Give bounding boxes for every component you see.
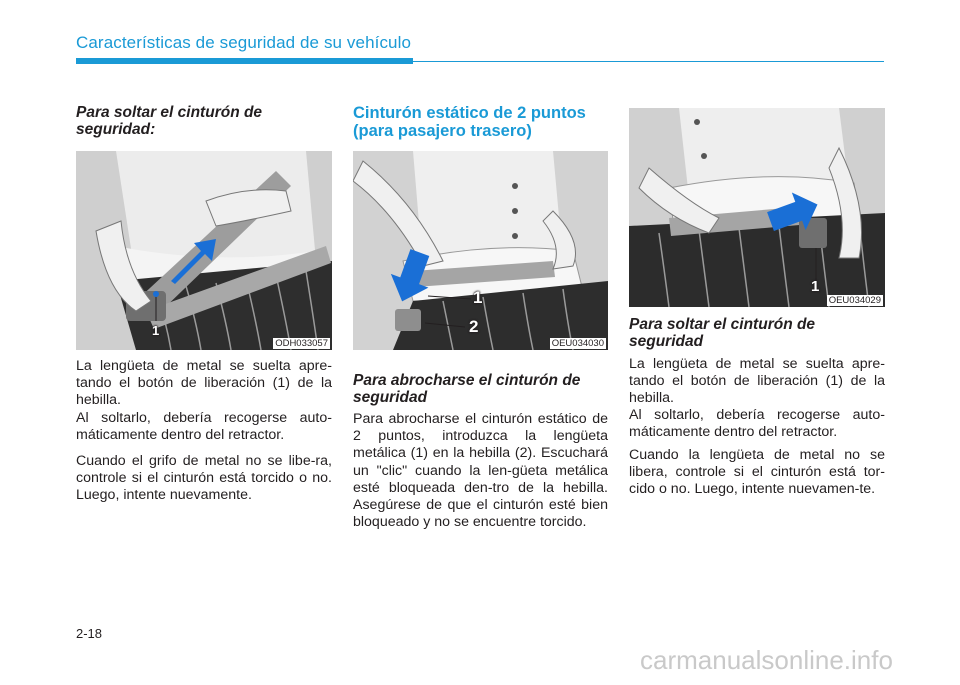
col1-paragraph-1: La lengüeta de metal se suelta apre-tando el botón de liberación (1) de la hebilla. xyxy=(76,358,332,409)
header-rule-thin xyxy=(413,61,884,62)
col1-heading: Para soltar el cinturón de seguridad: xyxy=(76,104,263,138)
figure-code: ODH033057 xyxy=(275,338,328,349)
figure-code: OEU034030 xyxy=(551,338,604,349)
col3-subheading: Para soltar el cinturón de seguridad xyxy=(629,316,816,350)
figure-code: OEU034029 xyxy=(828,295,881,306)
callout-1: 1 xyxy=(473,288,483,307)
header-rule-thick xyxy=(76,58,413,64)
col1-paragraph-2: Al soltarlo, debería recogerse auto-máticamente dentro del retractor. xyxy=(76,410,332,444)
watermark: carmanualsonline.info xyxy=(640,645,893,675)
figure-release-belt-rear xyxy=(629,108,885,307)
page-number: 2-18 xyxy=(76,626,103,641)
col3-paragraph-1: La lengüeta de metal se suelta apre-tando el botón de liberación (1) de la hebilla. xyxy=(629,356,885,407)
figure-release-belt-illustration xyxy=(76,151,332,350)
figure-fasten-belt-illustration xyxy=(353,151,608,350)
col2-subheading: Para abrocharse el cinturón de seguridad xyxy=(353,372,581,406)
col2-paragraph-1: Para abrocharse el cinturón estático de 2 puntos, introduzca la lengüeta metálica (1) en la hebilla (2). Escuchará un "clic" cuando la len-güeta metálica esté bloqueada den-tro de la hebilla. Asegúrese de que el cinturón esté bien bloqueado y no se encuentre torcido. xyxy=(353,411,608,531)
section-title: Características de seguridad de su vehículo xyxy=(76,33,412,52)
figure-release-belt xyxy=(76,151,332,350)
col2-heading: Cinturón estático de 2 puntos (para pasajero trasero) xyxy=(353,104,586,140)
callout-1: 1 xyxy=(811,278,820,295)
callout-1: 1 xyxy=(152,323,160,338)
callout-2: 2 xyxy=(469,317,479,336)
col3-paragraph-3: Cuando la lengüeta de metal no se libera, controle si el cinturón está tor-cido o no. Luego, intente nuevamen-te. xyxy=(629,447,885,498)
col1-paragraph-3: Cuando el grifo de metal no se libe-ra, controle si el cinturón está torcido o no. Luego, intente nuevamente. xyxy=(76,453,332,504)
col3-paragraph-2: Al soltarlo, debería recogerse auto-máticamente dentro del retractor. xyxy=(629,407,885,441)
figure-release-belt-rear-illustration xyxy=(629,108,885,307)
figure-fasten-belt xyxy=(353,151,608,350)
